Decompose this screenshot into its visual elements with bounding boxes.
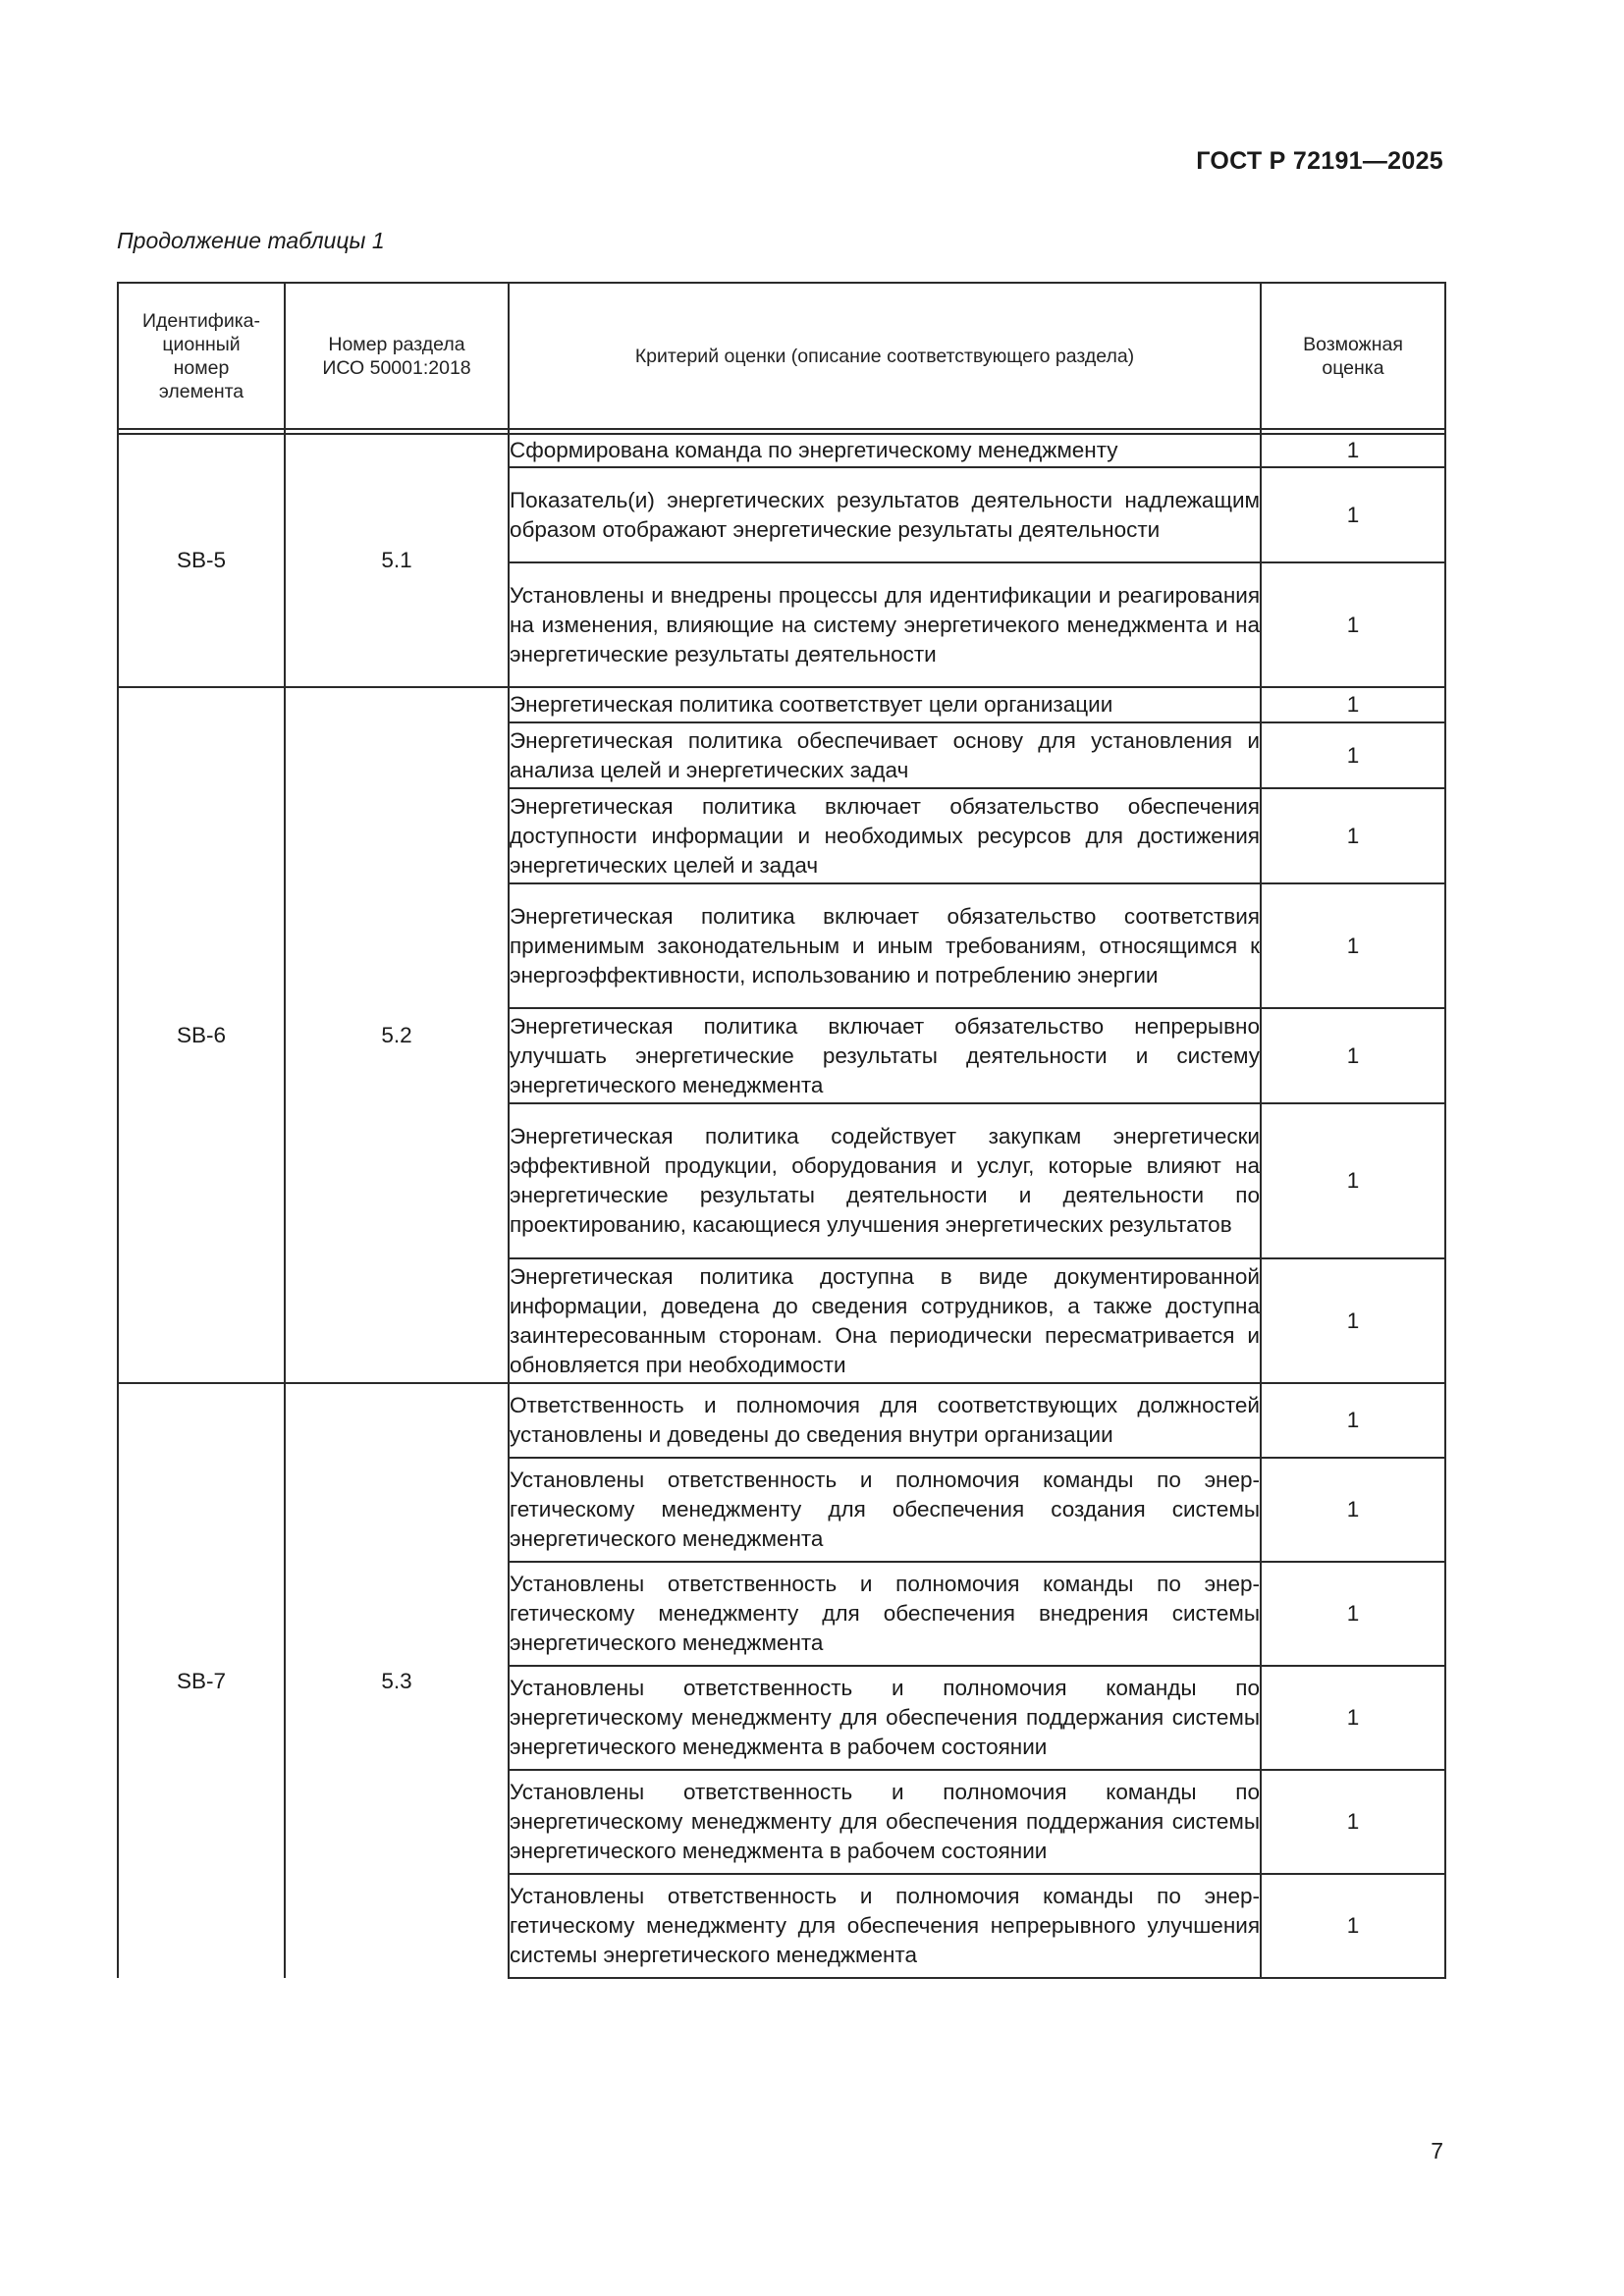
section-number-cell: 5.1 xyxy=(285,434,509,687)
criterion-cell: Установлены ответственность и полномочия команды по энергетическому менеджменту для обеспечения создания системы энергетического менеджмента xyxy=(509,1458,1261,1562)
criterion-cell: Сформирована команда по энергетическому менеджменту xyxy=(509,434,1261,467)
column-header-criterion: Критерий оценки (описание соответствующего раздела) xyxy=(509,283,1261,429)
element-id-cell: SB-6 xyxy=(118,687,285,1383)
criterion-cell: Энергетическая политика соответствует цели организации xyxy=(509,687,1261,722)
column-header-score: Возможная оценка xyxy=(1261,283,1445,429)
criterion-cell: Установлены ответственность и полномочия команды по энергетическому менеджменту для обеспечения внедрения системы энергетического менеджмента xyxy=(509,1562,1261,1666)
score-cell: 1 xyxy=(1261,687,1445,722)
criterion-cell: Показатель(и) энергетических результатов деятельности надлежащим образом отображают энергетические результаты деятельности xyxy=(509,467,1261,562)
section-number-cell: 5.3 xyxy=(285,1383,509,1978)
criterion-cell: Энергетическая политика включает обязательство непрерывно улучшать энергетические результаты деятельности и систему энергетического менеджмента xyxy=(509,1008,1261,1103)
criterion-cell: Ответственность и полномочия для соответствующих должностей установлены и доведены до сведения внутри организации xyxy=(509,1383,1261,1458)
element-id-cell: SB-7 xyxy=(118,1383,285,1978)
score-cell: 1 xyxy=(1261,1770,1445,1874)
score-cell: 1 xyxy=(1261,1666,1445,1770)
document-code: ГОСТ Р 72191—2025 xyxy=(1196,147,1443,175)
criterion-cell: Установлены и внедрены процессы для идентификации и реагирования на изменения, влияющие на систему энергетичекого менеджмента и на энергетические результаты деятельности xyxy=(509,562,1261,687)
table-row xyxy=(118,434,1445,467)
score-cell: 1 xyxy=(1261,1008,1445,1103)
score-cell: 1 xyxy=(1261,1383,1445,1458)
score-cell: 1 xyxy=(1261,722,1445,788)
column-header-section: Номер раздела ИСО 50001:2018 xyxy=(285,283,509,429)
score-cell: 1 xyxy=(1261,1103,1445,1258)
page-number: 7 xyxy=(1431,2138,1443,2163)
table-body xyxy=(118,429,1445,1978)
score-cell: 1 xyxy=(1261,1458,1445,1562)
criterion-cell: Энергетическая политика обеспечивает основу для установления и анализа целей и энергетических задач xyxy=(509,722,1261,788)
score-cell: 1 xyxy=(1261,1258,1445,1383)
criterion-cell: Установлены ответственность и полномочия команды по энергетическому менеджменту для обеспечения поддержания системы энергетического менеджмента в рабочем состоянии xyxy=(509,1666,1261,1770)
criterion-cell: Установлены ответственность и полномочия команды по энергетическому менеджменту для обеспечения поддержания системы энергетического менеджмента в рабочем состоянии xyxy=(509,1770,1261,1874)
criterion-cell: Установлены ответственность и полномочия команды по энергетическому менеджменту для обеспечения непрерывного улучшения системы энергетического менеджмента xyxy=(509,1874,1261,1978)
criterion-cell: Энергетическая политика включает обязательство обеспечения доступности информации и необходимых ресурсов для достижения энергетических целей и задач xyxy=(509,788,1261,883)
criteria-table xyxy=(117,282,1446,1979)
score-cell: 1 xyxy=(1261,434,1445,467)
score-cell: 1 xyxy=(1261,1562,1445,1666)
section-number-cell: 5.2 xyxy=(285,687,509,1383)
table-header-row xyxy=(118,283,1445,429)
element-id-cell: SB-5 xyxy=(118,434,285,687)
criterion-cell: Энергетическая политика включает обязательство соответствия применимым законодательным и иным требованиям, относящимся к энергоэффективности, использованию и потреблению энергии xyxy=(509,883,1261,1008)
table-row xyxy=(118,687,1445,722)
table-caption: Продолжение таблицы 1 xyxy=(117,228,385,253)
criterion-cell: Энергетическая политика содействует закупкам энергетически эффективной продукции, оборудования и услуг, которые влияют на энергетические результаты деятельности и деятельности по проектированию, касающиеся улучшения энергетических результатов xyxy=(509,1103,1261,1258)
score-cell: 1 xyxy=(1261,467,1445,562)
score-cell: 1 xyxy=(1261,562,1445,687)
column-header-id: Идентифика- ционный номер элемента xyxy=(118,283,285,429)
score-cell: 1 xyxy=(1261,883,1445,1008)
criterion-cell: Энергетическая политика доступна в виде документированной информации, доведена до сведения сотрудников, а также доступна заинтересованным сторонам. Она периодически пересматривается и обновляется при необходимости xyxy=(509,1258,1261,1383)
score-cell: 1 xyxy=(1261,1874,1445,1978)
score-cell: 1 xyxy=(1261,788,1445,883)
table-row xyxy=(118,1383,1445,1458)
